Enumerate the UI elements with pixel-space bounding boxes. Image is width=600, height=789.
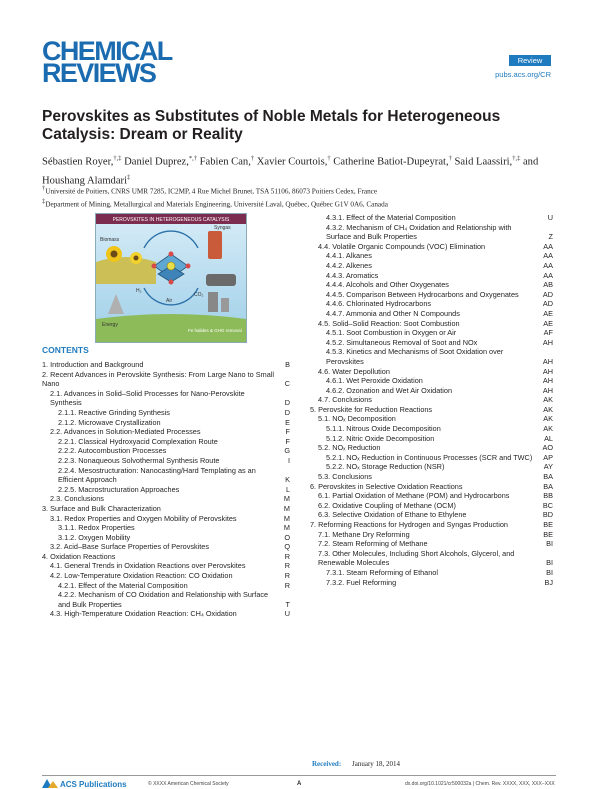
toc-entry-page: K [285,475,290,485]
toc-entry-page: BB [543,491,553,501]
toc-entry[interactable] [310,568,553,578]
affiliation-line [42,197,562,210]
toc-entry[interactable] [310,453,553,463]
author-name[interactable]: Xavier Courtois, [256,156,328,168]
toc-entry-title: 2.1.1. Reactive Grinding Synthesis [58,407,170,417]
toc-entry-page: AP [543,452,553,462]
toc-entry-title: 4.4.5. Comparison Between Hydrocarbons and Oxygenates [326,289,519,299]
author-name[interactable]: Sébastien Royer, [42,156,114,168]
graphic-label-air: Air [166,298,173,304]
toc-entry-title: 4.4.1. Alkanes [326,251,372,261]
publisher-logo [42,779,127,789]
toc-entry-page: BJ [544,577,553,587]
toc-entry-page: U [284,609,290,619]
author-name[interactable]: Daniel Duprez, [124,156,189,168]
toc-entry-page: I [287,455,290,465]
article-type-badge: Review [509,55,551,66]
toc-entry[interactable] [42,504,290,514]
toc-entry-title: 6.3. Selective Oxidation of Ethane to Ethylene [318,510,467,520]
toc-entry-page: M [283,503,290,513]
toc-entry[interactable] [42,485,290,495]
toc-entry[interactable] [310,472,553,482]
toc-entry-page: AB [543,280,553,290]
toc-entry-page: R [284,580,290,590]
article-title: Perovskites as Substitutes of Noble Metals for Heterogeneous Catalysis: Dream or Reality [42,108,501,143]
toc-entry-page: AA [543,270,553,280]
toc-entry-title: 4.1. General Trends in Oxidation Reactions over Perovskites [50,561,246,571]
toc-entry[interactable] [42,609,290,619]
graphic-label-syngas: Syngas [214,225,231,231]
toc-entry-title: 4.4.3. Aromatics [326,270,379,280]
toc-entry-page: R [284,571,290,581]
toc-entry-page: AD [542,289,553,299]
graphic-label-biomass: Biomass [100,237,120,243]
toc-entry-title: 2.2.4. Mesostructuration: Nanocasting/Hard Templating as an Efficient Approach [58,465,256,485]
author-name[interactable]: and Houshang Alamdari [42,156,539,187]
toc-entry[interactable] [310,510,553,520]
received-label: Received: [312,760,342,768]
toc-entry-page: D [284,407,290,417]
publisher-name: ACS Publications [59,780,127,789]
toc-entry-page: U [547,213,553,222]
journal-logo-line2: REVIEWS [42,58,156,88]
acs-logo-icon [42,779,58,788]
toc-entry-title: 3.1.2. Oxygen Mobility [58,532,131,542]
toc-entry[interactable] [310,520,553,530]
toc-entry-page: Q [284,542,290,552]
toc-entry[interactable] [310,395,553,405]
toc-entry[interactable] [42,552,290,562]
toc-entry-title: 2.3. Conclusions [50,494,104,504]
graphic-label-co2: CO₂ [194,292,204,298]
toc-entry[interactable] [310,414,553,424]
toc-entry-page: F [285,427,290,437]
toc-entry[interactable] [310,530,553,540]
toc-graphic [95,213,247,343]
journal-logo [42,36,172,88]
toc-entry[interactable] [42,514,290,524]
toc-entry-page: AA [543,251,553,261]
toc-entry[interactable] [310,242,553,252]
affiliation-text: Université de Poitiers, CNRS UMR 7285, IC2MP, 4 Rue Michel Brunet, TSA 51106, 86073 Poitiers Cedex, France [45,187,378,196]
toc-entry-page: AH [542,337,553,347]
toc-entry-page: AH [542,385,553,395]
author-list [42,151,562,188]
toc-entry-title: 4. Oxidation Reactions [42,551,116,561]
toc-entry[interactable] [310,213,553,223]
toc-entry[interactable] [310,290,553,300]
page-number: A [297,781,302,787]
author-affiliation-marker: *,† [188,155,197,162]
toc-entry-page: F [285,436,290,446]
toc-entry[interactable] [310,386,553,396]
toc-entry-page: M [283,494,290,504]
toc-entry[interactable] [310,405,553,415]
toc-entry-title: 5.1.2. Nitric Oxide Decomposition [326,433,435,443]
toc-entry-title: 4.2.2. Mechanism of CO Oxidation and Relationship with Surface and Bulk Properties [58,590,269,609]
affiliation-line [42,184,562,197]
toc-entry[interactable] [310,443,553,453]
toc-entry[interactable] [42,494,290,504]
toc-entry-title: 2.2.5. Macrostructuration Approaches [58,484,180,494]
toc-entry-page: AH [542,376,553,386]
toc-entry-title: 6.1. Partial Oxidation of Methane (POM) and Hydrocarbons [318,491,510,501]
toc-entry[interactable] [310,319,553,329]
toc-entry-page: B [285,360,290,369]
toc-entry-page: BD [542,510,553,520]
toc-entry[interactable] [310,328,553,338]
toc-entry-page: BI [546,539,553,549]
toc-entry[interactable] [42,456,290,466]
toc-entry[interactable] [310,549,553,568]
toc-entry-page: AE [543,318,553,328]
toc-entry-title: 4.5.2. Simultaneous Removal of Soot and NOx [326,337,478,347]
toc-entry-page: R [284,551,290,561]
graphic-label-energy: Energy [102,322,118,328]
toc-entry[interactable] [42,581,290,591]
toc-entry-title: 4.2.1. Effect of the Material Composition [58,580,188,590]
toc-entry[interactable] [310,271,553,281]
toc-entry[interactable] [42,408,290,418]
toc-entry-page: AK [543,395,553,405]
toc-entry[interactable] [42,418,290,428]
toc-entry-page: AL [544,433,553,443]
toc-entry-title: 4.5.3. Kinetics and Mechanisms of Soot Oxidation over Perovskites [326,347,504,366]
toc-entry-title: 1. Introduction and Background [42,360,144,369]
toc-entry-page: AH [542,366,553,376]
graphic-label-h2: H₂ [136,288,142,294]
toc-entry-title: 5.2.2. NOₓ Storage Reduction (NSR) [326,462,445,472]
toc-entry-page: AF [543,328,553,338]
affiliation-marker: ‡ [42,197,46,205]
toc-entry[interactable] [310,462,553,472]
toc-graphic-illustration [96,214,246,342]
toc-entry-title: 4.3.1. Effect of the Material Composition [326,213,456,222]
toc-entry[interactable] [310,261,553,271]
toc-entry-title: 4.4.7. Ammonia and Other N Compounds [326,308,460,318]
toc-entry-title: 2.2.2. Autocombustion Processes [58,446,167,456]
graphic-banner: PEROVSKITES IN HETEROGENEOUS CATALYSIS [112,217,230,223]
toc-entry-page: AE [543,308,553,318]
toc-entry-title: 2.1. Advances in Solid–Solid Processes for Nano-Perovskite Synthesis [50,388,245,408]
toc-entry-title: 4.6.2. Ozonation and Wet Air Oxidation [326,385,453,395]
toc-entry-title: 3.2. Acid–Base Surface Properties of Perovskites [50,542,209,552]
toc-entry[interactable] [310,347,553,366]
author-name[interactable]: Catherine Batiot-Dupeyrat, [333,156,449,168]
toc-entry[interactable] [310,280,553,290]
toc-entry[interactable] [310,501,553,511]
toc-entry[interactable] [42,542,290,552]
toc-entry[interactable] [42,571,290,581]
author-affiliation-marker: ‡ [127,173,131,181]
toc-entry-title: 7.1. Methane Dry Reforming [318,529,410,539]
toc-entry[interactable] [310,338,553,348]
copyright-notice: © XXXX American Chemical Society [148,781,229,787]
toc-entry-page: AY [543,462,553,472]
toc-entry-page: BA [543,481,553,491]
toc-entry-page: E [285,417,290,427]
toc-entry[interactable] [42,389,290,408]
toc-entry-page: AD [542,299,553,309]
toc-entry[interactable] [310,482,553,492]
toc-entry[interactable] [310,424,553,434]
toc-entry-page: AK [543,424,553,434]
toc-entry-page: O [284,532,290,542]
toc-entry-title: 5.1. NOₓ Decomposition [318,414,396,424]
author-affiliation-marker: † [448,155,452,162]
toc-entry-title: 4.7. Conclusions [318,395,372,405]
author-name[interactable]: Said Laassiri, [454,156,513,168]
toc-entry[interactable] [310,539,553,549]
toc-entry-title: 4.3.2. Mechanism of CH₄ Oxidation and Relationship with Surface and Bulk Properties [326,222,512,242]
toc-entry-page: M [283,523,290,533]
journal-url[interactable]: pubs.acs.org/CR [495,70,551,79]
toc-entry[interactable] [42,561,290,571]
toc-entry-title: 4.4.2. Alkenes [326,260,372,270]
toc-entry-title: 7.3.2. Fuel Reforming [326,577,397,587]
toc-entry-page: BI [546,558,553,568]
toc-entry-page: R [284,561,290,571]
toc-entry[interactable] [310,578,553,588]
toc-entry-title: 4.4.6. Chlorinated Hydrocarbons [326,299,432,309]
toc-entry-page: BE [543,520,553,529]
toc-entry-page: M [283,513,290,523]
toc-entry[interactable] [42,466,290,485]
toc-entry-title: 5.3. Conclusions [318,472,372,482]
toc-entry-title: 3. Surface and Bulk Characterization [42,503,161,513]
affiliation-marker: † [42,185,46,192]
author-affiliation-marker: †,‡ [512,155,521,162]
toc-entry[interactable] [42,446,290,456]
toc-entry-page: AK [543,414,553,424]
toc-entry-title: 5.2. NOₓ Reduction [318,443,381,453]
toc-entry-title: 7.2. Steam Reforming of Methane [318,539,428,549]
toc-entry-title: 2.2.3. Nonaqueous Solvothermal Synthesis Route [58,455,220,465]
toc-entry[interactable] [42,427,290,437]
toc-entry-title: 7.3. Other Molecules, Including Short Alcohols, Glycerol, and Renewable Molecules [318,548,515,568]
toc-entry-title: 4.6. Water Depollution [318,366,390,376]
toc-entry-title: 4.4. Volatile Organic Compounds (VOC) Elimination [318,241,486,251]
toc-entry[interactable] [310,434,553,444]
toc-entry-page: BI [546,567,553,577]
footer-divider [42,775,556,776]
toc-entry-title: 3.1.1. Redox Properties [58,523,135,533]
author-affiliation-marker: † [250,155,255,162]
toc-entry-title: 2.2. Advances in Solution-Mediated Processes [50,427,201,437]
toc-entry-title: 4.5. Solid–Solid Reaction: Soot Combustion [318,318,460,328]
toc-entry-page: AA [543,260,553,270]
toc-entry[interactable] [42,370,290,389]
toc-entry[interactable] [42,523,290,533]
toc-entry-title: 2.2.1. Classical Hydroxyacid Complexation Route [58,436,218,446]
toc-entry-title: 7.3.1. Steam Reforming of Ethanol [326,567,438,577]
toc-entry[interactable] [310,223,553,242]
affiliations [42,184,562,210]
journal-logo-line1: CHEMICAL [42,36,172,66]
toc-entry[interactable] [310,491,553,501]
toc-entry-title: 4.6.1. Wet Peroxide Oxidation [326,376,423,386]
toc-entry-title: 4.3. High-Temperature Oxidation Reaction: CH₄ Oxidation [50,609,237,619]
affiliation-text: Department of Mining, Metallurgical and Materials Engineering, Université Laval, Québec, Québec G1V 0A6, Canada [45,200,388,209]
toc-entry[interactable] [310,376,553,386]
toc-entry[interactable] [42,590,290,609]
toc-entry-title: 5. Perovskite for Reduction Reactions [310,404,433,414]
toc-entry-title: 5.2.1. NOₓ Reduction in Continuous Processes (SCR and TWC) [326,452,533,462]
toc-entry-page: AO [542,443,553,453]
toc-entry-page: BA [543,472,553,482]
toc-entry-title: 4.2. Low-Temperature Oxidation Reaction: CO Oxidation [50,571,233,581]
received-date: January 18, 2014 [352,760,401,768]
toc-entry[interactable] [42,533,290,543]
toc-entry-page: BE [543,529,553,539]
toc-entry[interactable] [42,437,290,447]
toc-entry-page: AK [543,404,553,414]
toc-entry-page: T [285,599,290,609]
toc-entry-title: 2. Recent Advances in Perovskite Synthesis: From Large Nano to Small Nano [42,369,274,389]
toc-entry-page: AH [542,356,553,366]
toc-entry-title: 3.1. Redox Properties and Oxygen Mobility of Perovskites [50,513,237,523]
author-name[interactable]: Fabien Can, [199,156,251,168]
author-affiliation-marker: †,‡ [113,155,122,162]
toc-entry-title: 6.2. Oxidative Coupling of Methane (OCM) [318,500,456,510]
toc-entry-page: L [285,484,290,494]
toc-left-column [42,360,290,619]
toc-entry-page: G [284,446,290,456]
toc-entry-title: 4.4.4. Alcohols and Other Oxygenates [326,280,449,290]
toc-entry-title: 6. Perovskites in Selective Oxidation Reactions [310,481,463,491]
toc-entry-title: 5.1.1. Nitrous Oxide Decomposition [326,424,441,434]
toc-right-column [310,213,553,587]
doi-citation[interactable]: dx.doi.org/10.1021/cr500032a | Chem. Rev. XXXX, XXX, XXX−XXX [405,781,555,787]
toc-entry-title: 4.5.1. Soot Combustion in Oxygen or Air [326,328,457,338]
toc-entry-page: AA [543,241,553,251]
contents-heading: CONTENTS [42,345,89,355]
toc-entry[interactable] [310,309,553,319]
toc-entry-page: BC [542,500,553,510]
toc-entry-page: D [284,398,290,408]
toc-entry[interactable] [310,299,553,309]
graphic-label-halides: Fe halides & GHG removal [188,328,242,333]
toc-entry[interactable] [310,367,553,377]
toc-entry[interactable] [310,251,553,261]
toc-entry-page: Z [548,232,553,242]
author-affiliation-marker: † [327,155,331,162]
toc-entry[interactable] [42,360,290,370]
toc-entry-title: 7. Reforming Reactions for Hydrogen and Syngas Production [310,520,508,529]
toc-entry-page: C [284,379,290,389]
toc-entry-title: 2.1.2. Microwave Crystallization [58,417,161,427]
